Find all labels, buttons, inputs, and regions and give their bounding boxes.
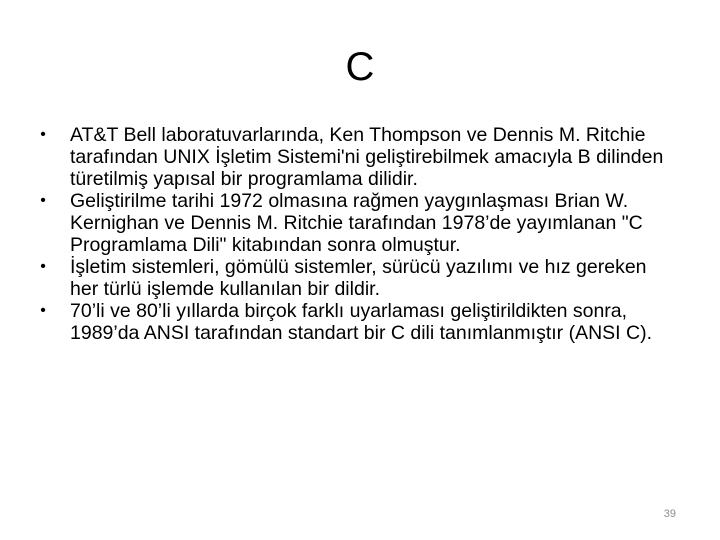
- bullet-item: [36, 256, 676, 300]
- bullet-item: [36, 190, 676, 256]
- bullet-icon: •: [40, 192, 46, 209]
- bullet-item: [36, 300, 676, 344]
- bullet-text: İşletim sistemleri, gömülü sistemler, sürücü yazılımı ve hız gereken her türlü işlemde kullanılan bir dildir.: [70, 256, 647, 300]
- bullet-list: [36, 124, 676, 344]
- bullet-item: [36, 124, 676, 190]
- slide-title: C: [345, 45, 375, 89]
- bullet-icon: •: [40, 126, 46, 143]
- bullet-text: 70’li ve 80’li yıllarda birçok farklı uyarlaması geliştirildikten sonra, 1989’da ANSI tarafından standart bir C dili tanımlanmıştır (ANSI C).: [70, 300, 653, 344]
- bullet-text: Geliştirilme tarihi 1972 olmasına rağmen yaygınlaşması Brian W. Kernighan ve Dennis M. Ritchie tarafından 1978’de yayımlanan "C Programlama Dili" kitabından sonra olmuştur.: [70, 190, 643, 256]
- bullet-text: AT&T Bell laboratuvarlarında, Ken Thompson ve Dennis M. Ritchie tarafından UNIX İşletim Sistemi'ni geliştirebilmek amacıyla B dilinden türetilmiş yapısal bir programlama dilidir.: [70, 124, 664, 190]
- slide-number: 39: [663, 508, 676, 520]
- bullet-icon: •: [40, 258, 46, 275]
- bullet-icon: •: [40, 302, 46, 319]
